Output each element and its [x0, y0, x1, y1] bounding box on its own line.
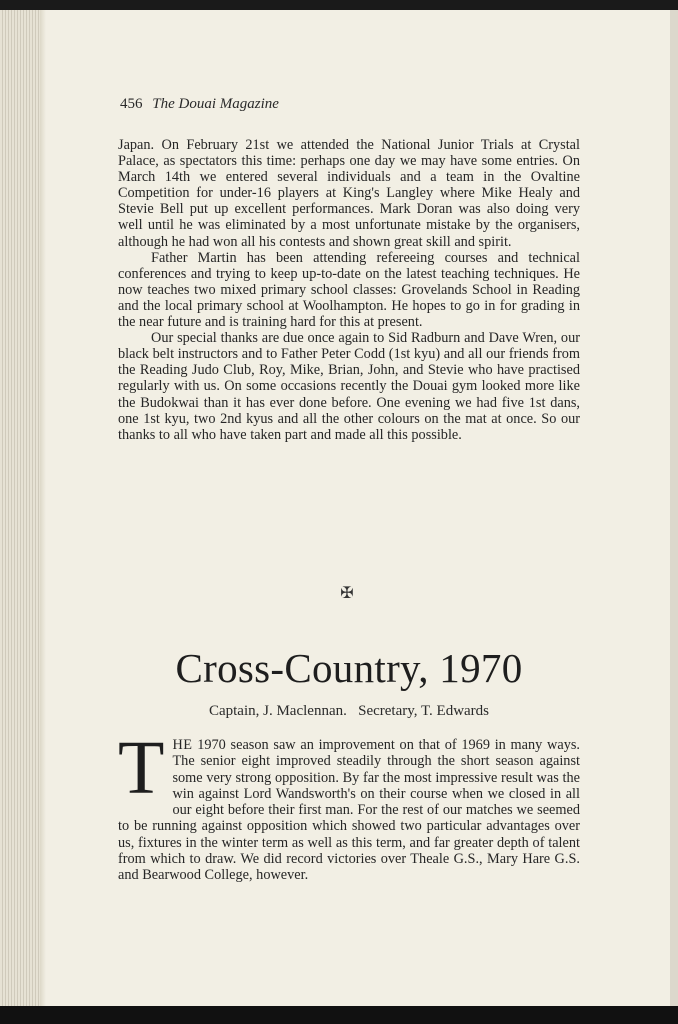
article-body: 1970 season saw an improvement on that of 1969 in many ways. The senior eight improved steadily through the short season against some very strong opposition. By far the most impressive result was the win against Lord Wandsworth's on their course when we closed in all our eight before their first man. For the rest of our matches we seemed to be running against opposition which showed two particular advantages over us, fixtures in the winter term as well as this term, and far greater depth of talent from which to draw. We did record victories over Theale G.S., Mary Hare G.S. and Bearwood College, however.	[118, 737, 580, 884]
paragraph: Our special thanks are due once again to Sid Radburn and Dave Wren, our black belt instructors and to Father Peter Codd (1st kyu) and all our friends from the Reading Judo Club, Roy, Mike, Brian, John, and Stevie who have practised regularly with us. On some occasions recently the Douai gym looked more like the Budokwai than it has ever done before. One evening we had five 1st dans, one 1st kyu, two 2nd kyus and all the other colours on the mat at once. So our thanks to all who have taken part and made all this possible.	[118, 330, 580, 443]
article-title: Cross-Country, 1970	[175, 645, 523, 691]
page-number: 456	[120, 96, 143, 112]
cross-ornament-icon: ✠	[340, 585, 354, 602]
running-header	[120, 96, 279, 113]
first-word: HE	[172, 737, 193, 753]
paragraph: Father Martin has been attending refereeing courses and technical conferences and trying to keep up-to-date on the latest teaching techniques. He now teaches two mixed primary school classes: Grovelands School in Reading and the local primary school at Woolhampton. He hopes to go in for grading in the near future and is training hard for this at present.	[118, 249, 580, 331]
right-page-edge	[670, 10, 678, 1006]
judo-report-text	[118, 137, 580, 443]
paragraph: Japan. On February 21st we attended the National Junior Trials at Crystal Palace, as spectators this time: perhaps one day we may have some entries. On March 14th we entered several individuals and a team in the Ovaltine Competition for under-16 players at King's Langley where Mike Healy and Stevie Bell put up excellent performances. Mark Doran was also doing very well until he was eliminated by a most unfortunate mistake by the organisers, although he had won all his contests and shown great skill and spirit.	[118, 137, 580, 250]
book-page-edges	[0, 10, 46, 1006]
article-officers: Captain, J. Maclennan. Secretary, T. Edwards	[208, 703, 490, 719]
magazine-title: The Douai Magazine	[152, 96, 279, 112]
bottom-border	[0, 1006, 678, 1024]
cross-country-report	[118, 726, 580, 884]
drop-cap: T	[118, 726, 165, 810]
